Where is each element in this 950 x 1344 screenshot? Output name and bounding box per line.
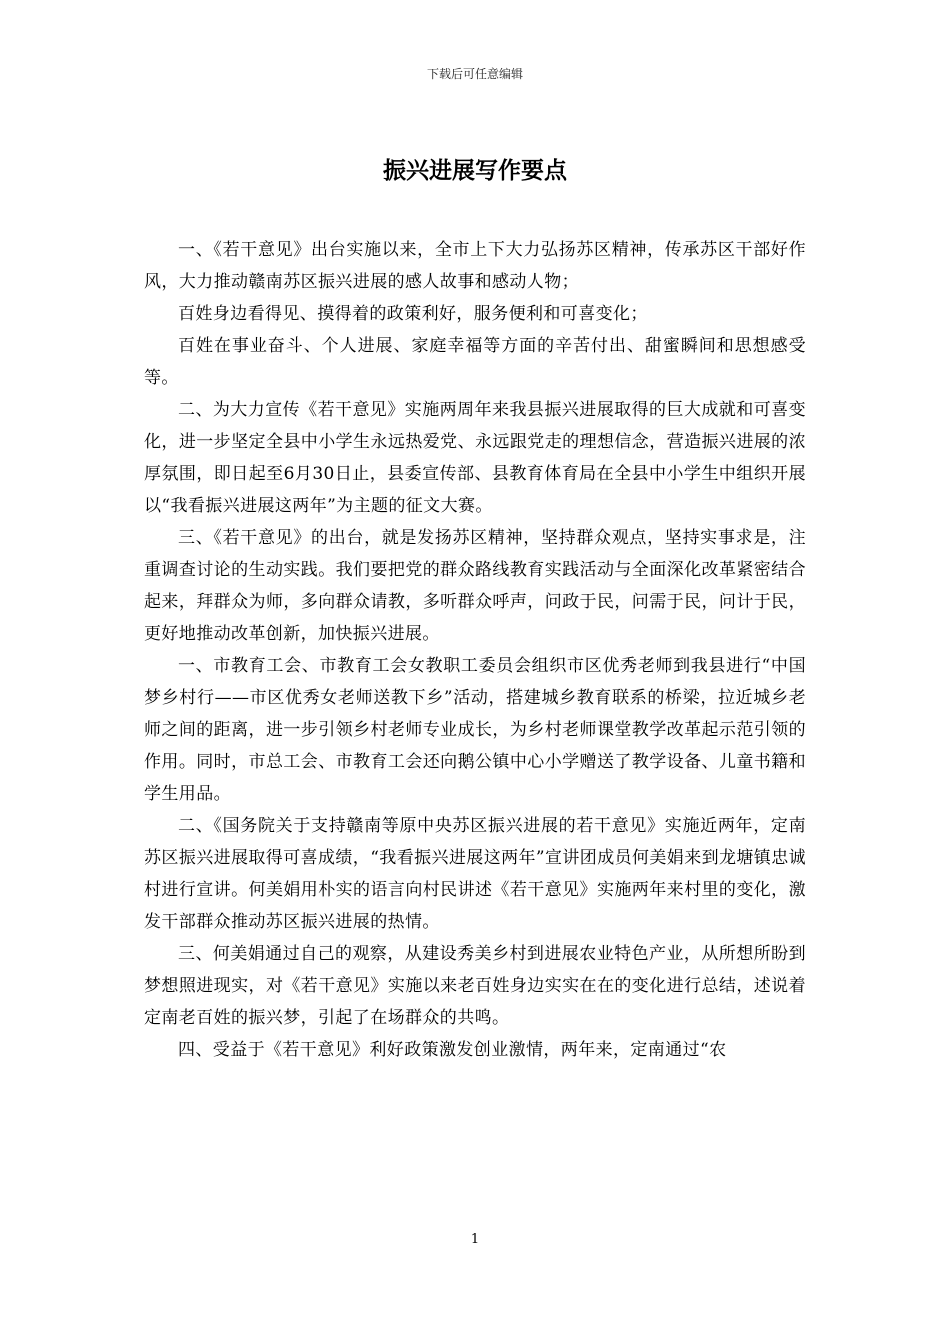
paragraph: 百姓在事业奋斗、个人进展、家庭幸福等方面的辛苦付出、甜蜜瞬间和思想感受等。 [144, 336, 806, 388]
paragraph: 一、市教育工会、市教育工会女教职工委员会组织市区优秀老师到我县进行“中国梦乡村行——市区优秀女老师送教下乡”活动，搭建城乡教育联系的桥梁，拉近城乡老师之间的距离，进一步引领乡村老师专业成长，为乡村老师课堂教学改革起示范引领的作用。同时，市总工会、市教育工会还向鹅公镇中心小学赠送了教学设备、儿童书籍和学生用品。 [144, 656, 806, 804]
paragraph: 百姓身边看得见、摸得着的政策利好，服务便利和可喜变化； [178, 304, 648, 324]
page-number: 1 [470, 1232, 480, 1247]
document-body [144, 234, 806, 1066]
paragraph: 三、《若干意见》的出台，就是发扬苏区精神，坚持群众观点，坚持实事求是，注重调查讨论的生动实践。我们要把党的群众路线教育实践活动与全面深化改革紧密结合起来，拜群众为师，多向群众请教，多听群众呼声，问政于民，问需于民，问计于民，更好地推动改革创新，加快振兴进展。 [144, 528, 806, 644]
paragraph: 二、《国务院关于支持赣南等原中央苏区振兴进展的若干意见》实施近两年，定南苏区振兴进展取得可喜成绩，“我看振兴进展这两年”宣讲团成员何美娟来到龙塘镇忠诚村进行宣讲。何美娟用朴实的语言向村民讲述《若干意见》实施两年来村里的变化，激发干部群众推动苏区振兴进展的热情。 [144, 816, 806, 932]
paragraph: 一、《若干意见》出台实施以来，全市上下大力弘扬苏区精神，传承苏区干部好作风，大力推动赣南苏区振兴进展的感人故事和感动人物； [144, 240, 806, 292]
header-note: 下载后可任意编辑 [426, 67, 523, 81]
document-title: 振兴进展写作要点 [383, 158, 567, 184]
paragraph: 三、何美娟通过自己的观察，从建设秀美乡村到进展农业特色产业，从所想所盼到梦想照进现实，对《若干意见》实施以来老百姓身边实实在在的变化进行总结，述说着定南老百姓的振兴梦，引起了在场群众的共鸣。 [144, 944, 806, 1028]
paragraph: 四、受益于《若干意见》利好政策激发创业激情，两年来，定南通过“农 [178, 1040, 727, 1060]
paragraph: 二、为大力宣传《若干意见》实施两周年来我县振兴进展取得的巨大成就和可喜变化，进一步坚定全县中小学生永远热爱党、永远跟党走的理想信念，营造振兴进展的浓厚氛围，即日起至6月30日止，县委宣传部、县教育体育局在全县中小学生中组织开展以“我看振兴进展这两年”为主题的征文大赛。 [144, 400, 806, 516]
